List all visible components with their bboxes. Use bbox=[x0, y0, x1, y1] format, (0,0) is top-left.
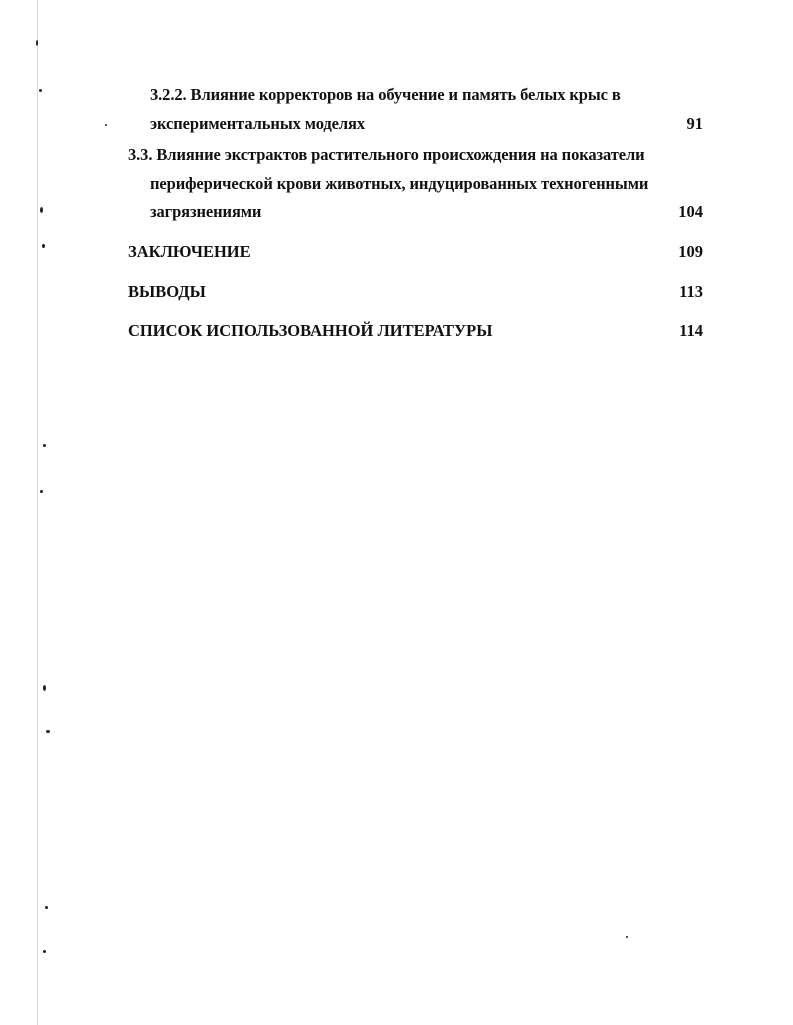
scan-speck bbox=[36, 40, 38, 46]
toc-entry-3-2-2-line-1: 3.2.2. Влияние корректоров на обучение и память белых крыс в bbox=[150, 85, 621, 104]
toc-references-page: 114 bbox=[679, 321, 703, 340]
toc-entry-3-3-page: 104 bbox=[678, 202, 703, 221]
scan-speck bbox=[40, 207, 43, 213]
scan-speck bbox=[40, 490, 43, 493]
toc-references-label: СПИСОК ИСПОЛЬЗОВАННОЙ ЛИТЕРАТУРЫ bbox=[128, 321, 493, 340]
toc-findings-page: 113 bbox=[679, 282, 703, 301]
toc-entry-3-2-2-line-2: экспериментальных моделях bbox=[150, 114, 365, 133]
toc-entry-3-3-line-2: периферической крови животных, индуцированных техногенными bbox=[150, 174, 649, 193]
scan-speck bbox=[43, 950, 46, 953]
scan-speck bbox=[105, 124, 107, 126]
toc-entry-3-3-line-1: 3.3. Влияние экстрактов растительного происхождения на показатели bbox=[128, 145, 645, 164]
toc-entry-3-3-line-3: загрязнениями bbox=[150, 202, 262, 221]
scan-speck bbox=[42, 244, 45, 248]
scan-speck bbox=[43, 444, 46, 447]
toc-entry-3-2-2-page: 91 bbox=[686, 114, 703, 133]
toc-conclusion-page: 109 bbox=[678, 242, 703, 261]
scan-speck bbox=[39, 89, 42, 92]
scan-edge-line bbox=[37, 0, 38, 1025]
scan-speck bbox=[46, 730, 50, 733]
toc-findings-label: ВЫВОДЫ bbox=[128, 282, 206, 301]
scan-speck bbox=[43, 685, 46, 691]
scan-speck bbox=[626, 936, 628, 938]
toc-conclusion-label: ЗАКЛЮЧЕНИЕ bbox=[128, 242, 251, 261]
scan-speck bbox=[45, 906, 48, 909]
